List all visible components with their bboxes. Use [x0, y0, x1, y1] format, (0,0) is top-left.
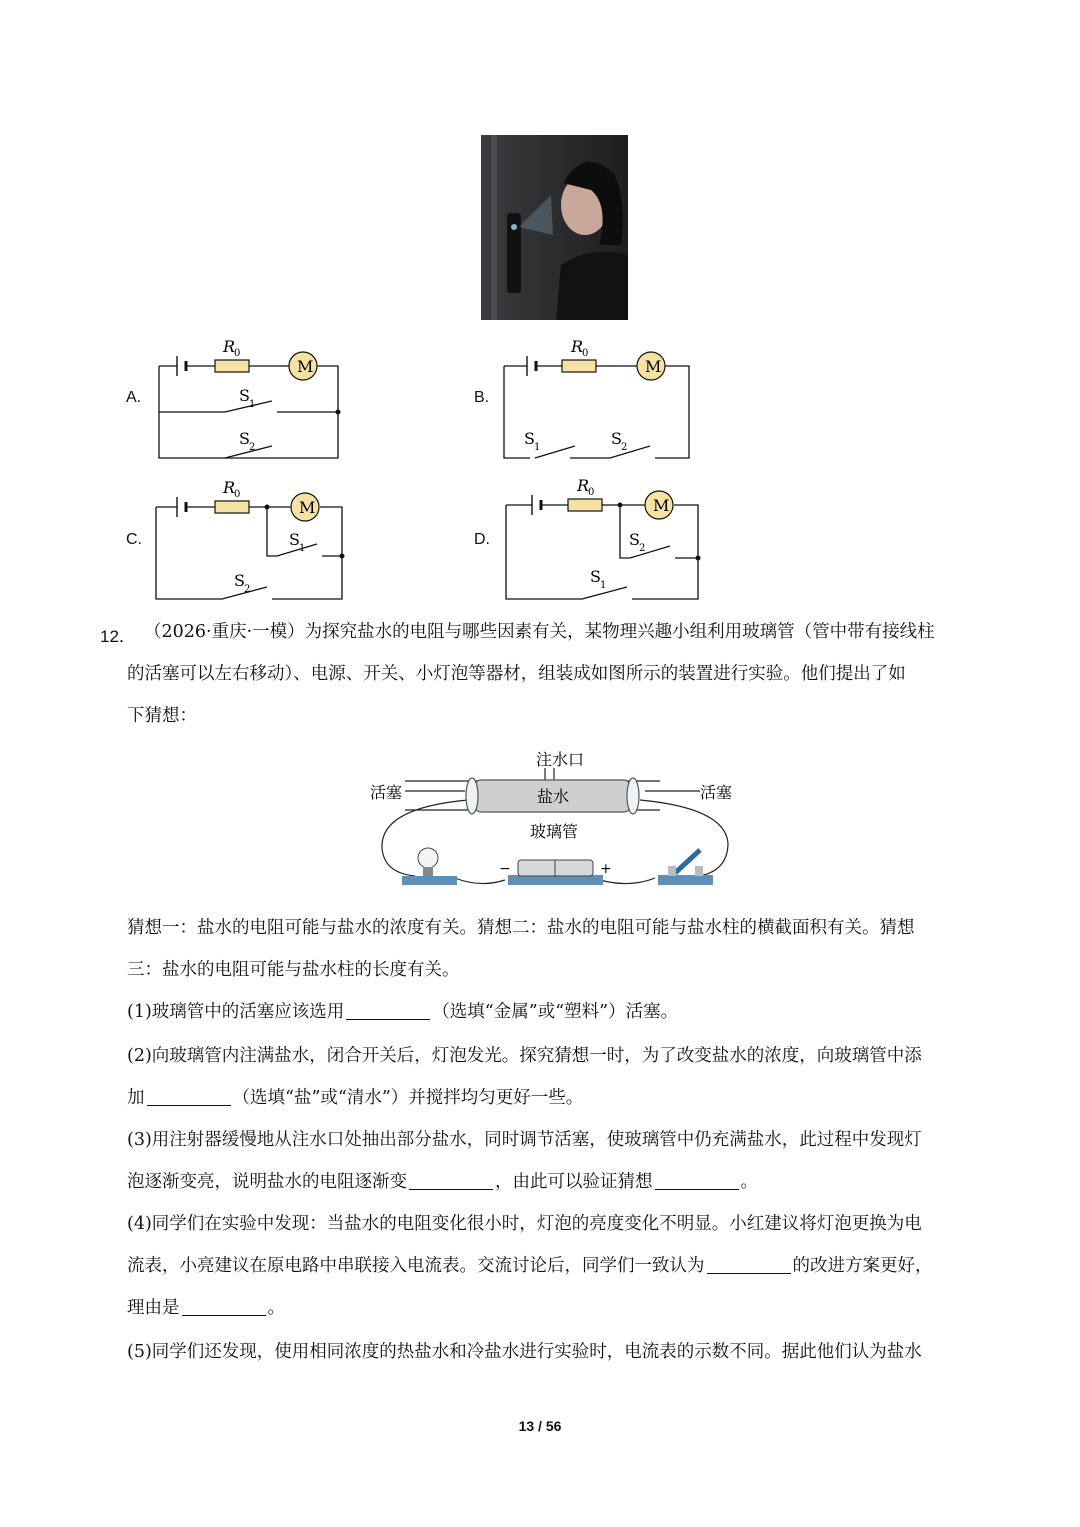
answer-blank[interactable]	[655, 1188, 739, 1190]
svg-text:M: M	[645, 357, 662, 376]
switch-icon	[658, 850, 713, 885]
saltwater-experiment-figure	[360, 738, 750, 898]
svg-text:1: 1	[249, 399, 256, 410]
svg-text:R: R	[577, 476, 590, 495]
svg-text:S: S	[611, 429, 622, 448]
part2-line1: (2)向玻璃管内注满盐水，闭合开关后，灯泡发光。探究猜想一时，为了改变盐水的浓度，向玻璃管中添	[127, 1046, 922, 1066]
answer-blank[interactable]	[346, 1018, 430, 1020]
option-c-label: C.	[126, 531, 142, 548]
circuit-option-c	[152, 474, 347, 604]
svg-text:S: S	[289, 530, 300, 549]
piston-right-label: 活塞	[700, 783, 733, 802]
glass-tube-label: 玻璃管	[530, 822, 579, 841]
svg-text:0: 0	[234, 348, 241, 359]
bulb-icon	[402, 848, 457, 885]
part5-line1: (5)同学们还发现，使用相同浓度的热盐水和冷盐水进行实验时，电流表的示数不同。据此他们认为盐水	[127, 1342, 922, 1362]
part4-line2: 流表，小亮建议在原电路中串联接入电流表。交流讨论后，同学们一致认为 的改进方案更好，	[127, 1256, 933, 1276]
battery-icon	[508, 860, 603, 885]
part3-line1: (3)用注射器缓慢地从注水口处抽出部分盐水，同时调节活塞，使玻璃管中仍充满盐水，此过程中发现灯	[127, 1130, 922, 1150]
svg-text:0: 0	[234, 489, 241, 500]
svg-text:S: S	[629, 530, 640, 549]
q12-line2: 的活塞可以左右移动）、电源、开关、小灯泡等器材，组装成如图所示的装置进行实验。他们提出了如	[127, 664, 906, 684]
svg-text:1: 1	[534, 442, 541, 453]
answer-blank[interactable]	[147, 1104, 231, 1106]
part4-line1: (4)同学们在实验中发现：当盐水的电阻变化很小时，灯泡的亮度变化不明显。小红建议将灯泡更换为电	[127, 1214, 922, 1234]
option-a-label: A.	[126, 389, 142, 406]
svg-text:2: 2	[249, 442, 256, 453]
svg-text:2: 2	[244, 584, 251, 595]
part1: (1)玻璃管中的活塞应该选用 （选填“金属”或“塑料”）活塞。	[127, 1002, 679, 1022]
part4-line3: 理由是 。	[127, 1298, 285, 1318]
svg-text:S: S	[590, 567, 601, 586]
part3-line2: 泡逐渐变亮，说明盐水的电阻逐渐变 ，由此可以验证猜想 。	[127, 1172, 758, 1192]
answer-blank[interactable]	[409, 1188, 493, 1190]
svg-text:S: S	[234, 571, 245, 590]
question-number: 12．	[100, 627, 136, 646]
part2-line2: 加 （选填“盐”或“清水”）并搅拌均匀更好一些。	[127, 1088, 584, 1108]
motor-label: M	[297, 357, 314, 376]
svg-text:0: 0	[582, 348, 589, 359]
saltwater-label: 盐水	[537, 787, 570, 806]
page-number: 13 / 56	[518, 1418, 562, 1434]
svg-text:M: M	[653, 496, 670, 515]
face-recognition-door-photo	[481, 135, 628, 320]
svg-text:2: 2	[621, 442, 628, 453]
option-d-label: D.	[474, 531, 490, 548]
piston-left-label: 活塞	[370, 783, 403, 802]
svg-text:0: 0	[588, 487, 595, 498]
option-b-label: B.	[474, 389, 490, 406]
circuit-option-b	[500, 333, 695, 463]
svg-text:R: R	[223, 478, 236, 497]
svg-text:R: R	[571, 337, 584, 356]
answer-blank[interactable]	[182, 1314, 266, 1316]
q12-line3: 下猜想：	[127, 706, 197, 726]
svg-text:2: 2	[639, 543, 646, 554]
svg-text:1: 1	[299, 543, 306, 554]
hypothesis-line2: 三：盐水的电阻可能与盐水柱的长度有关。	[127, 960, 460, 980]
inlet-label: 注水口	[536, 750, 585, 769]
svg-text:S: S	[239, 386, 250, 405]
svg-text:S: S	[524, 429, 535, 448]
answer-blank[interactable]	[707, 1272, 791, 1274]
hypothesis-line1: 猜想一：盐水的电阻可能与盐水的浓度有关。猜想二：盐水的电阻可能与盐水柱的横截面积有关。猜想	[127, 918, 915, 938]
q12-line1: （2026·重庆·一模）为探究盐水的电阻与哪些因素有关，某物理兴趣小组利用玻璃管（管中带有接线柱	[144, 622, 935, 642]
minus-terminal: −	[499, 861, 511, 877]
svg-text:S: S	[239, 429, 250, 448]
circuit-option-d	[502, 472, 704, 604]
plus-terminal: +	[600, 861, 612, 877]
svg-text:M: M	[299, 498, 316, 517]
svg-text:R: R	[223, 337, 236, 356]
circuit-option-a	[155, 333, 345, 463]
svg-text:1: 1	[600, 580, 607, 591]
